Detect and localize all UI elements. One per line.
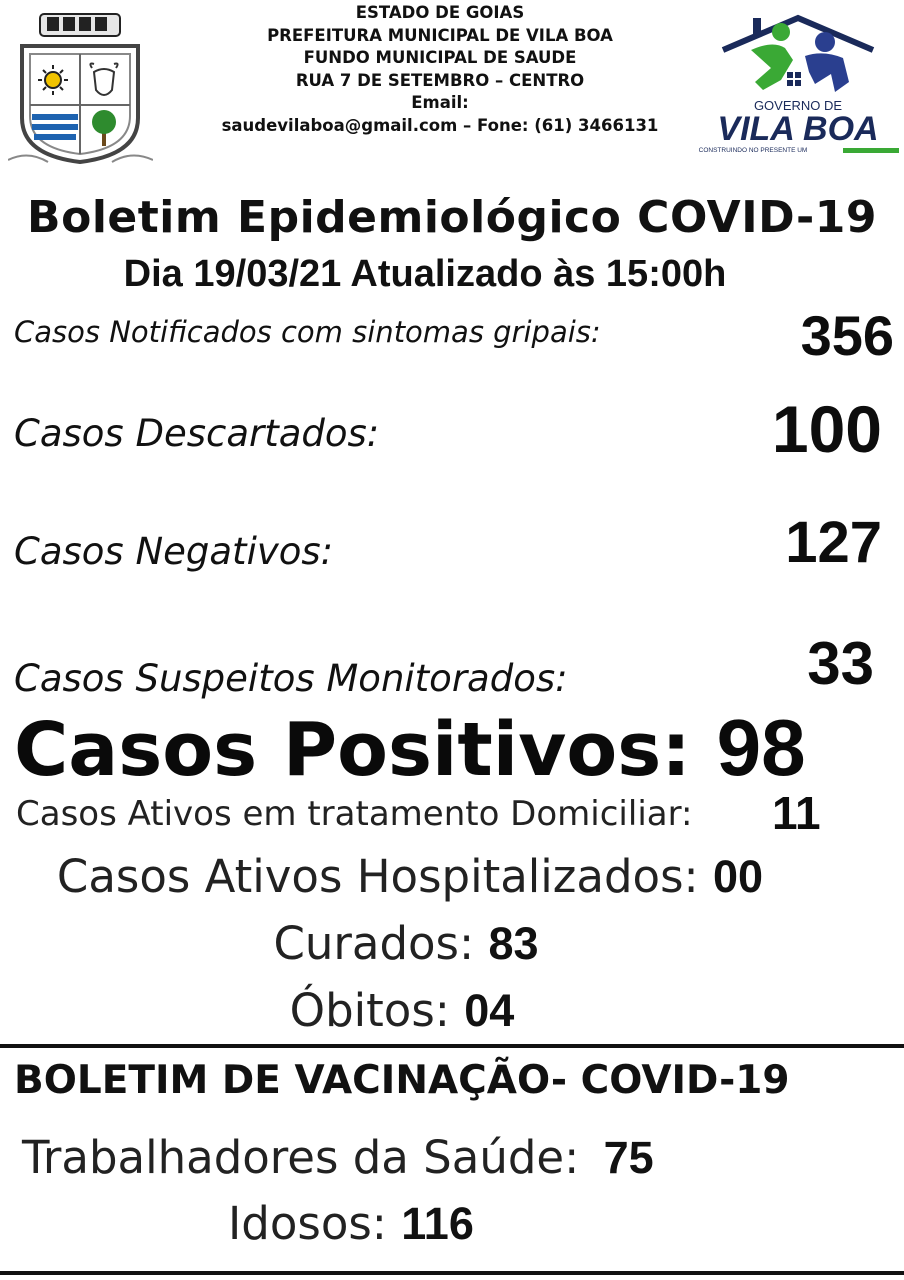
header-line-state: ESTADO DE GOIAS bbox=[355, 3, 525, 22]
positivos-label: Casos Positivos: bbox=[14, 707, 691, 793]
positivos-headline bbox=[14, 702, 874, 796]
stat-notificados-label: Casos Notificados com sintomas gripais: bbox=[14, 315, 601, 349]
hospitalizados-label: Casos Ativos Hospitalizados: bbox=[56, 850, 699, 903]
header-line-email-label: Email: bbox=[411, 93, 469, 112]
stat-descartados-value: 100 bbox=[771, 392, 882, 466]
trabalhadores-value: 75 bbox=[603, 1132, 654, 1183]
trabalhadores-line bbox=[22, 1128, 654, 1188]
bulletin-title: Boletim Epidemiológico COVID-19 bbox=[27, 192, 877, 243]
curados-value: 83 bbox=[488, 918, 539, 969]
stat-descartados-label: Casos Descartados: bbox=[14, 412, 380, 455]
hospitalizados-line bbox=[0, 848, 862, 906]
governo-vila-boa-logo bbox=[693, 10, 903, 158]
header-line-fundo: FUNDO MUNICIPAL DE SAUDE bbox=[303, 48, 577, 67]
obitos-line bbox=[0, 982, 854, 1040]
gov-logo-line3: CONSTRUINDO NO PRESENTE UM bbox=[698, 147, 808, 154]
curados-label: Curados: bbox=[273, 917, 475, 970]
stat-negativos-value: 127 bbox=[785, 510, 882, 575]
header-line-address: RUA 7 DE SETEMBRO – CENTRO bbox=[295, 70, 585, 90]
domiciliar-label: Casos Ativos em tratamento Domiciliar: bbox=[16, 794, 693, 834]
header-address-block bbox=[190, 2, 690, 137]
domiciliar-line bbox=[16, 790, 692, 838]
hospitalizados-value: 00 bbox=[713, 851, 764, 902]
bottom-divider bbox=[0, 1271, 904, 1275]
vaccination-title: BOLETIM DE VACINAÇÃO- COVID-19 bbox=[14, 1058, 790, 1103]
municipal-crest-logo bbox=[8, 10, 153, 168]
domiciliar-value: 11 bbox=[772, 787, 821, 839]
obitos-label: Óbitos: bbox=[289, 984, 450, 1037]
header-line-prefeitura: PREFEITURA MUNICIPAL DE VILA BOA bbox=[267, 25, 613, 45]
stat-suspeitos-label: Casos Suspeitos Monitorados: bbox=[14, 657, 568, 700]
positivos-value: 98 bbox=[716, 703, 806, 792]
bulletin-date: Dia 19/03/21 Atualizado às 15:00h bbox=[123, 253, 727, 295]
obitos-value: 04 bbox=[464, 985, 515, 1036]
idosos-line bbox=[228, 1194, 474, 1254]
header-line-contact: saudevilaboa@gmail.com – Fone: (61) 3466131 bbox=[221, 115, 659, 135]
stat-negativos-label: Casos Negativos: bbox=[14, 530, 334, 573]
section-divider bbox=[0, 1044, 904, 1048]
gov-logo-line1: GOVERNO DE bbox=[753, 98, 843, 113]
stat-suspeitos-value: 33 bbox=[807, 630, 874, 697]
trabalhadores-label: Trabalhadores da Saúde: bbox=[22, 1131, 580, 1184]
curados-line bbox=[0, 915, 858, 973]
gov-logo-line2: VILA BOA bbox=[717, 110, 879, 148]
stat-notificados-value: 356 bbox=[800, 304, 894, 367]
idosos-label: Idosos: bbox=[228, 1197, 387, 1250]
idosos-value: 116 bbox=[401, 1198, 474, 1249]
